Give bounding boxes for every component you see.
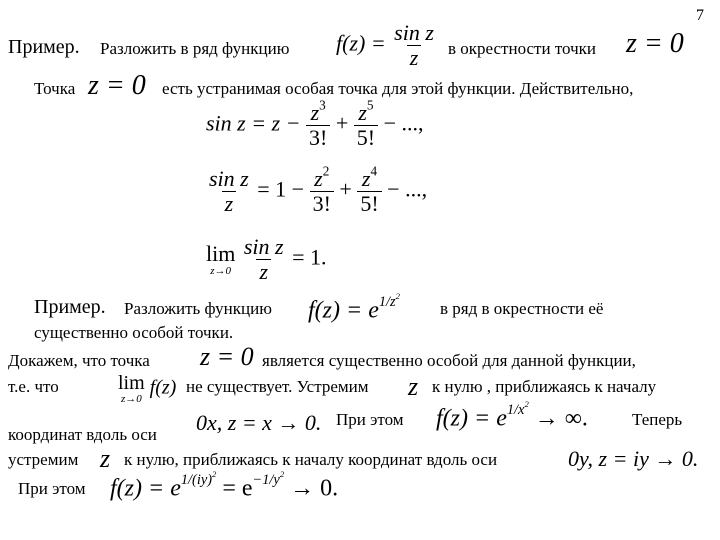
proof-line3-formula: 0x, z = x → 0. [196, 410, 322, 435]
formula3-den: z [256, 259, 271, 283]
proof-line2-lim [118, 373, 145, 405]
formula2-term2 [357, 163, 381, 216]
proof-line6-arrow: → 0. [290, 475, 339, 502]
formula-limit [206, 236, 327, 283]
proof-line6-formula [110, 469, 339, 502]
proof-line2-f: f(z) [149, 376, 177, 399]
formula1-t1-exp: 3 [319, 97, 326, 113]
formula2-t2-exp: 4 [370, 163, 378, 179]
example1-function [336, 22, 437, 69]
proof-line6-a: При этом [18, 479, 86, 498]
formula1-term2 [354, 97, 378, 150]
proof-line6-exp2: −1/y [252, 471, 280, 488]
formula2-tail: − ..., [387, 176, 428, 202]
proof-line6-exp2b: 2 [279, 469, 285, 479]
proof-line6-exp1: 1/(iy) [180, 471, 213, 488]
formula2-eq: = 1 − [257, 176, 305, 202]
example2-text: Разложить функцию [124, 299, 272, 318]
formula2-t1-exp: 2 [322, 163, 330, 179]
proof-line4: координат вдоль оси [8, 425, 157, 444]
proof-line5-b: к нулю, приближаясь к началу координат вдоль оси [124, 450, 498, 469]
formula2-t2-num: z [361, 166, 371, 191]
example2-text2: в ряд в окрестности её [440, 299, 604, 318]
example1-text: Разложить в ряд функцию [100, 39, 290, 58]
formula2-lhs [206, 168, 252, 215]
formula1-t2-exp: 5 [366, 97, 374, 113]
line2-point: z = 0 [88, 70, 146, 101]
proof-line5-formula: 0y, z = iy → 0. [568, 446, 699, 471]
example2-func-exp: 1/z [378, 293, 396, 310]
formula2-t2-den: 5! [357, 191, 381, 215]
proof-line5-z: z [100, 444, 111, 473]
proof-line3-c: Теперь [632, 410, 683, 429]
proof-line5-a: устремим [8, 450, 79, 469]
example2-func-lhs: f(z) = e [308, 297, 379, 324]
proof-line2-b: не существует. Устремим [186, 377, 369, 396]
example2-line2: существенно особой точки. [34, 323, 234, 342]
formula3-num: sin z [243, 234, 284, 259]
proof-line6-formula-a: f(z) = e [110, 475, 181, 502]
page-number: 7 [696, 7, 704, 24]
proof-line2-lim-sub: z→0 [120, 393, 142, 405]
proof-line6-exp1b: 2 [212, 469, 217, 479]
formula1-term1 [306, 97, 330, 150]
proof-line2-lim-word: lim [118, 372, 145, 394]
proof-line3-func [436, 399, 588, 432]
formula2-term1 [310, 163, 334, 216]
proof-line2-c: к нулю , приближаясь к началу [432, 377, 657, 396]
proof-line2-z: z [408, 372, 419, 401]
example1-text2: в окрестности точки [448, 39, 596, 58]
proof-line1-point: z = 0 [200, 342, 254, 371]
formula2-lhs-den: z [222, 191, 237, 215]
formula3-lim [206, 240, 236, 277]
proof-line3-func-lhs: f(z) = e [436, 405, 507, 432]
proof-line3-b: При этом [336, 410, 404, 429]
example1-func-lhs: f(z) = [336, 30, 386, 56]
proof-line3-exp2: 2 [524, 399, 529, 409]
example1-func-den: z [407, 45, 422, 69]
line2-text2: есть устранимая особая точка для этой функции. Действительно, [162, 79, 634, 98]
formula2-t1-num: z [314, 166, 323, 191]
example1-label: Пример. [8, 36, 80, 58]
proof-line2-a: т.е. что [8, 377, 59, 396]
proof-line2-limit [118, 373, 176, 405]
example2-function [308, 291, 400, 324]
example2-label: Пример. [34, 296, 106, 318]
formula3-fraction [241, 236, 287, 283]
formula-sin-series [206, 97, 424, 150]
formula3-lim-word: lim [206, 240, 236, 266]
proof-line6-eq: = e [222, 475, 253, 502]
formula1-plus: + [335, 110, 349, 136]
example1-func-fraction [391, 22, 437, 69]
formula3-rhs: = 1. [292, 244, 327, 270]
proof-line3-exp: 1/x [506, 401, 525, 418]
formula1-t2-den: 5! [354, 125, 378, 149]
example2-func-exp2: 2 [395, 291, 400, 301]
formula2-t1-den: 3! [310, 191, 334, 215]
proof-line1-b: является существенно особой для данной функции, [262, 351, 636, 370]
formula3-lim-sub: z→0 [210, 264, 232, 277]
example1-func-num: sin z [394, 20, 434, 45]
formula2-lhs-num: sin z [209, 166, 249, 191]
formula1-tail: − ..., [383, 110, 424, 136]
proof-line3-arrow: → ∞. [534, 405, 588, 432]
proof-line1-a: Докажем, что точка [8, 351, 150, 370]
formula1-t1-den: 3! [306, 125, 330, 149]
line2-text1: Точка [34, 79, 76, 98]
formula1-t2-num: z [358, 100, 367, 125]
formula1-t1-num: z [310, 100, 320, 125]
formula-sinz-over-z [206, 163, 428, 216]
formula2-plus: + [339, 176, 352, 202]
example1-point: z = 0 [626, 28, 684, 59]
formula1-lhs: sin z = z − [206, 110, 301, 136]
